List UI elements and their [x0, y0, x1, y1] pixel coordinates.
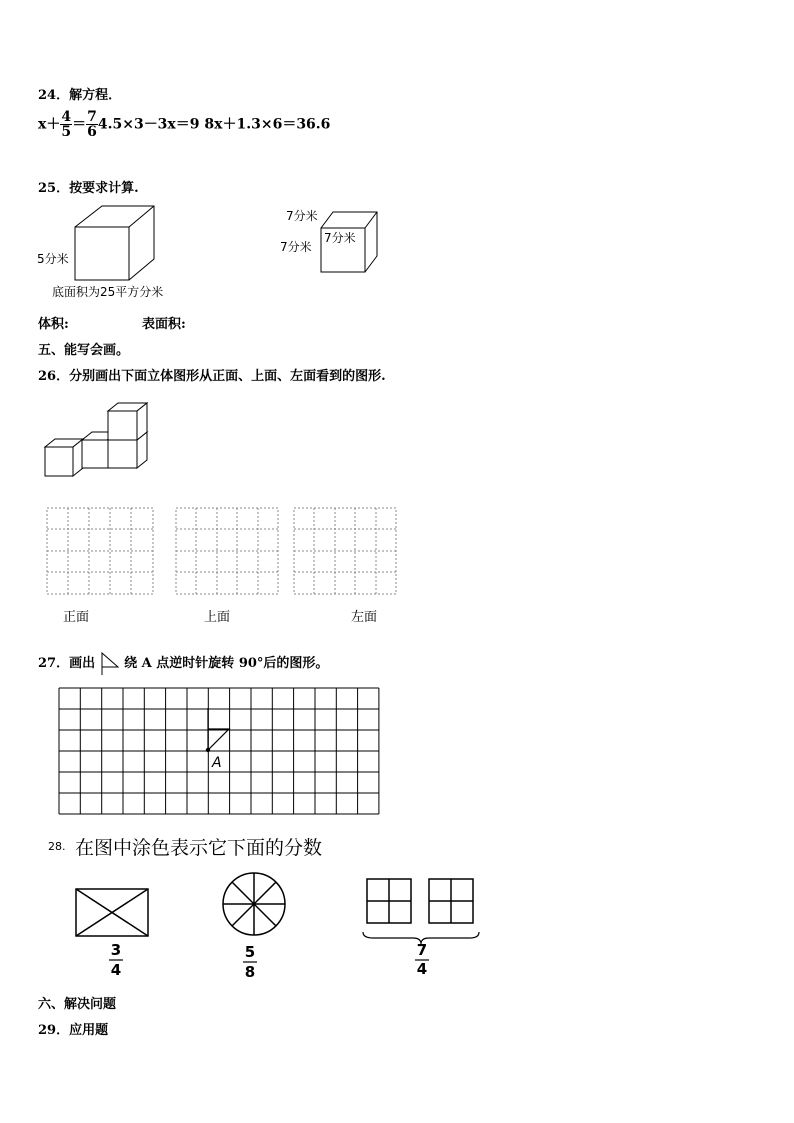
eq1-equals: ＝	[72, 116, 87, 133]
eq1-fraction-2: $\frac{7}{6}$	[87, 109, 97, 140]
grid-lines[interactable]	[59, 688, 379, 814]
volume-label: 体积:	[38, 317, 69, 332]
q27-title	[38, 651, 328, 675]
q28-title: 在图中涂色表示它下面的分数	[75, 837, 323, 859]
section-5-title: 五、能写会画。	[38, 343, 130, 358]
q25-cubes-figure	[30, 200, 410, 305]
fraction-3-denominator: 4	[416, 960, 428, 978]
cube-2-side-label: 7分米	[280, 240, 312, 254]
cube-stack	[45, 403, 147, 476]
front-view-grid[interactable]	[47, 508, 153, 594]
flag-shape	[208, 708, 229, 750]
q26-title: 26．分别画出下面立体图形从正面、上面、左面看到的图形.	[38, 369, 386, 384]
cube-2-front-label: 7分米	[324, 231, 356, 245]
fraction-3-numerator: 7	[416, 941, 428, 959]
q25-title: 25．按要求计算.	[38, 181, 139, 196]
equation-2: 4.5×3－3x＝9	[97, 116, 200, 133]
fraction-1-numerator: 3	[110, 941, 122, 959]
q28-shapes-figure	[45, 870, 500, 984]
cube-1-caption: 底面积为25平方分米	[52, 285, 164, 299]
circle-shape[interactable]	[223, 873, 285, 935]
q28-number: 28.	[48, 840, 66, 853]
fraction-2-numerator: 5	[244, 943, 256, 961]
section-6-title: 六、解决问题	[38, 997, 117, 1012]
q27-title-prefix: 27．画出	[38, 656, 96, 671]
left-view-grid[interactable]	[294, 508, 396, 594]
q27-rotation-grid	[58, 687, 384, 819]
flag-shape-icon	[100, 651, 120, 675]
top-view-grid[interactable]	[176, 508, 278, 594]
q29-title: 29．应用题	[38, 1023, 109, 1038]
top-view-label: 上面	[204, 610, 231, 625]
left-view-label: 左面	[351, 610, 378, 625]
square-shapes[interactable]	[363, 879, 479, 944]
cube-1-side-label: 5分米	[37, 252, 69, 266]
fraction-2-denominator: 8	[244, 963, 256, 981]
rectangle-shape[interactable]	[76, 889, 148, 936]
q24-title: 24．解方程．	[38, 88, 122, 103]
q26-stacked-cubes	[40, 400, 155, 480]
eq1-fraction-1: $\frac{4}{5}$	[61, 109, 72, 140]
q27-title-suffix: 绕 A 点逆时针旋转 90°后的图形。	[124, 656, 329, 671]
equation-3: 8x＋1.3×6＝36.6	[199, 116, 331, 133]
point-a	[206, 748, 210, 752]
eq1-x: x＋	[38, 116, 61, 133]
cube-2-top-label: 7分米	[286, 209, 318, 223]
point-a-label: A	[212, 755, 222, 771]
q26-answer-grids	[46, 507, 406, 597]
fraction-1-denominator: 4	[110, 961, 122, 979]
front-view-label: 正面	[63, 610, 90, 625]
surface-area-label: 表面积:	[142, 317, 186, 332]
q24-equations	[38, 110, 330, 139]
cube-1	[75, 206, 154, 280]
